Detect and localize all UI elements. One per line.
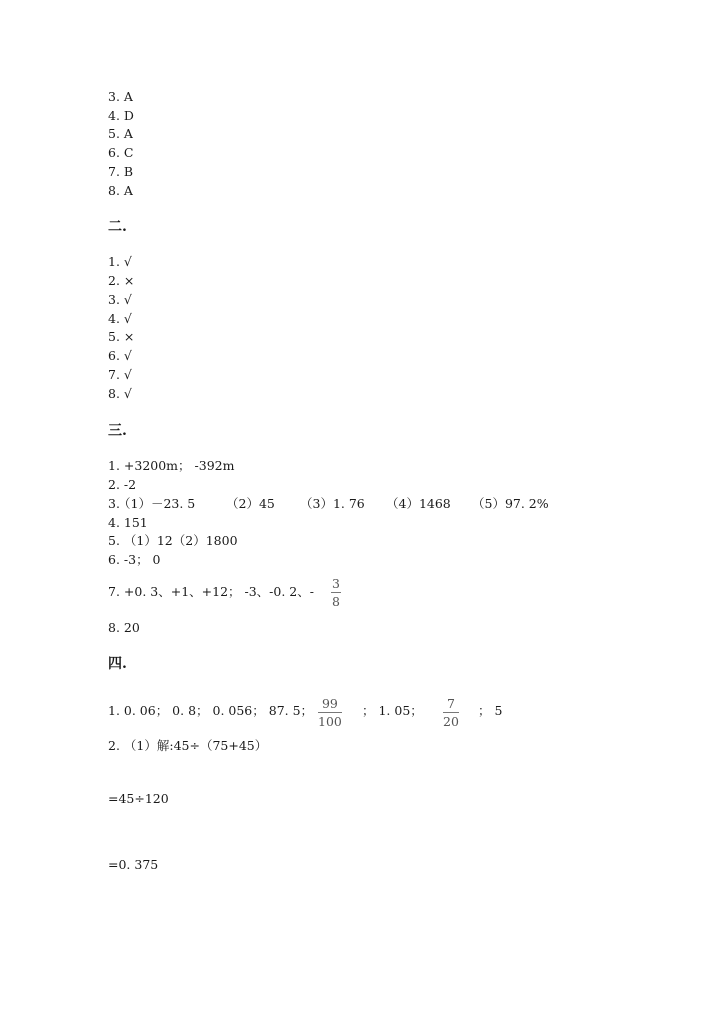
answer-part: （4）1468 xyxy=(386,496,451,511)
answer-line: 8. 20 xyxy=(108,620,140,635)
answer-part: （1）－23. 5 xyxy=(118,496,196,511)
answer-line: 1. √ xyxy=(108,254,132,269)
answer-text: 1. 0. 06； 0. 8； 0. 056； 87. 5； xyxy=(108,703,314,718)
fraction-numerator: 7 xyxy=(446,696,455,711)
answer-line: 8. A xyxy=(108,183,133,198)
fraction xyxy=(318,696,342,729)
fraction-denominator: 100 xyxy=(318,714,342,729)
fraction-denominator: 20 xyxy=(443,714,459,729)
answer-line: 2. × xyxy=(108,273,135,288)
section-two-heading: 二. xyxy=(108,219,127,235)
answer-line: =0. 375 xyxy=(108,857,159,872)
fraction xyxy=(443,696,459,729)
answer-line: 5. （1）12（2）1800 xyxy=(108,533,238,548)
answer-part: （2）45 xyxy=(226,496,275,511)
answer-line: 3. √ xyxy=(108,292,132,307)
answer-line: 1. +3200m； -392m xyxy=(108,458,235,473)
section-three-heading: 三. xyxy=(108,423,127,439)
answer-text: 7. +0. 3、+1、+12； -3、-0. 2、- xyxy=(108,584,314,599)
fraction xyxy=(331,576,341,609)
answer-line: 7. B xyxy=(108,164,134,179)
fraction-denominator: 8 xyxy=(332,594,340,609)
answer-line: 4. 151 xyxy=(108,515,148,530)
answer-line: 4. D xyxy=(108,108,134,123)
answer-line: 3. A xyxy=(108,89,133,104)
answer-part: （3）1. 76 xyxy=(300,496,365,511)
fraction-numerator: 99 xyxy=(321,696,338,711)
answer-line: 6. C xyxy=(108,145,134,160)
answer-line: 5. × xyxy=(108,329,135,344)
answer-line: 2. -2 xyxy=(108,477,137,492)
answer-text: ； 1. 05； xyxy=(362,703,423,718)
answer-line: 6. √ xyxy=(108,348,132,363)
answer-part: （5）97. 2% xyxy=(472,496,549,511)
fraction-numerator: 3 xyxy=(332,576,340,591)
answer-line: 8. √ xyxy=(108,386,132,401)
answer-line: 7. √ xyxy=(108,367,132,382)
answer-line: 5. A xyxy=(108,126,133,141)
answer-line: 6. -3； 0 xyxy=(108,552,161,567)
answer-text: ； 5 xyxy=(478,703,503,718)
answer-line: 2. （1）解:45÷（75+45） xyxy=(108,738,268,753)
answer-line: 4. √ xyxy=(108,311,132,326)
answer-number: 3. xyxy=(108,496,120,511)
answer-line: =45÷120 xyxy=(108,791,169,806)
section-four-heading: 四. xyxy=(108,656,127,672)
